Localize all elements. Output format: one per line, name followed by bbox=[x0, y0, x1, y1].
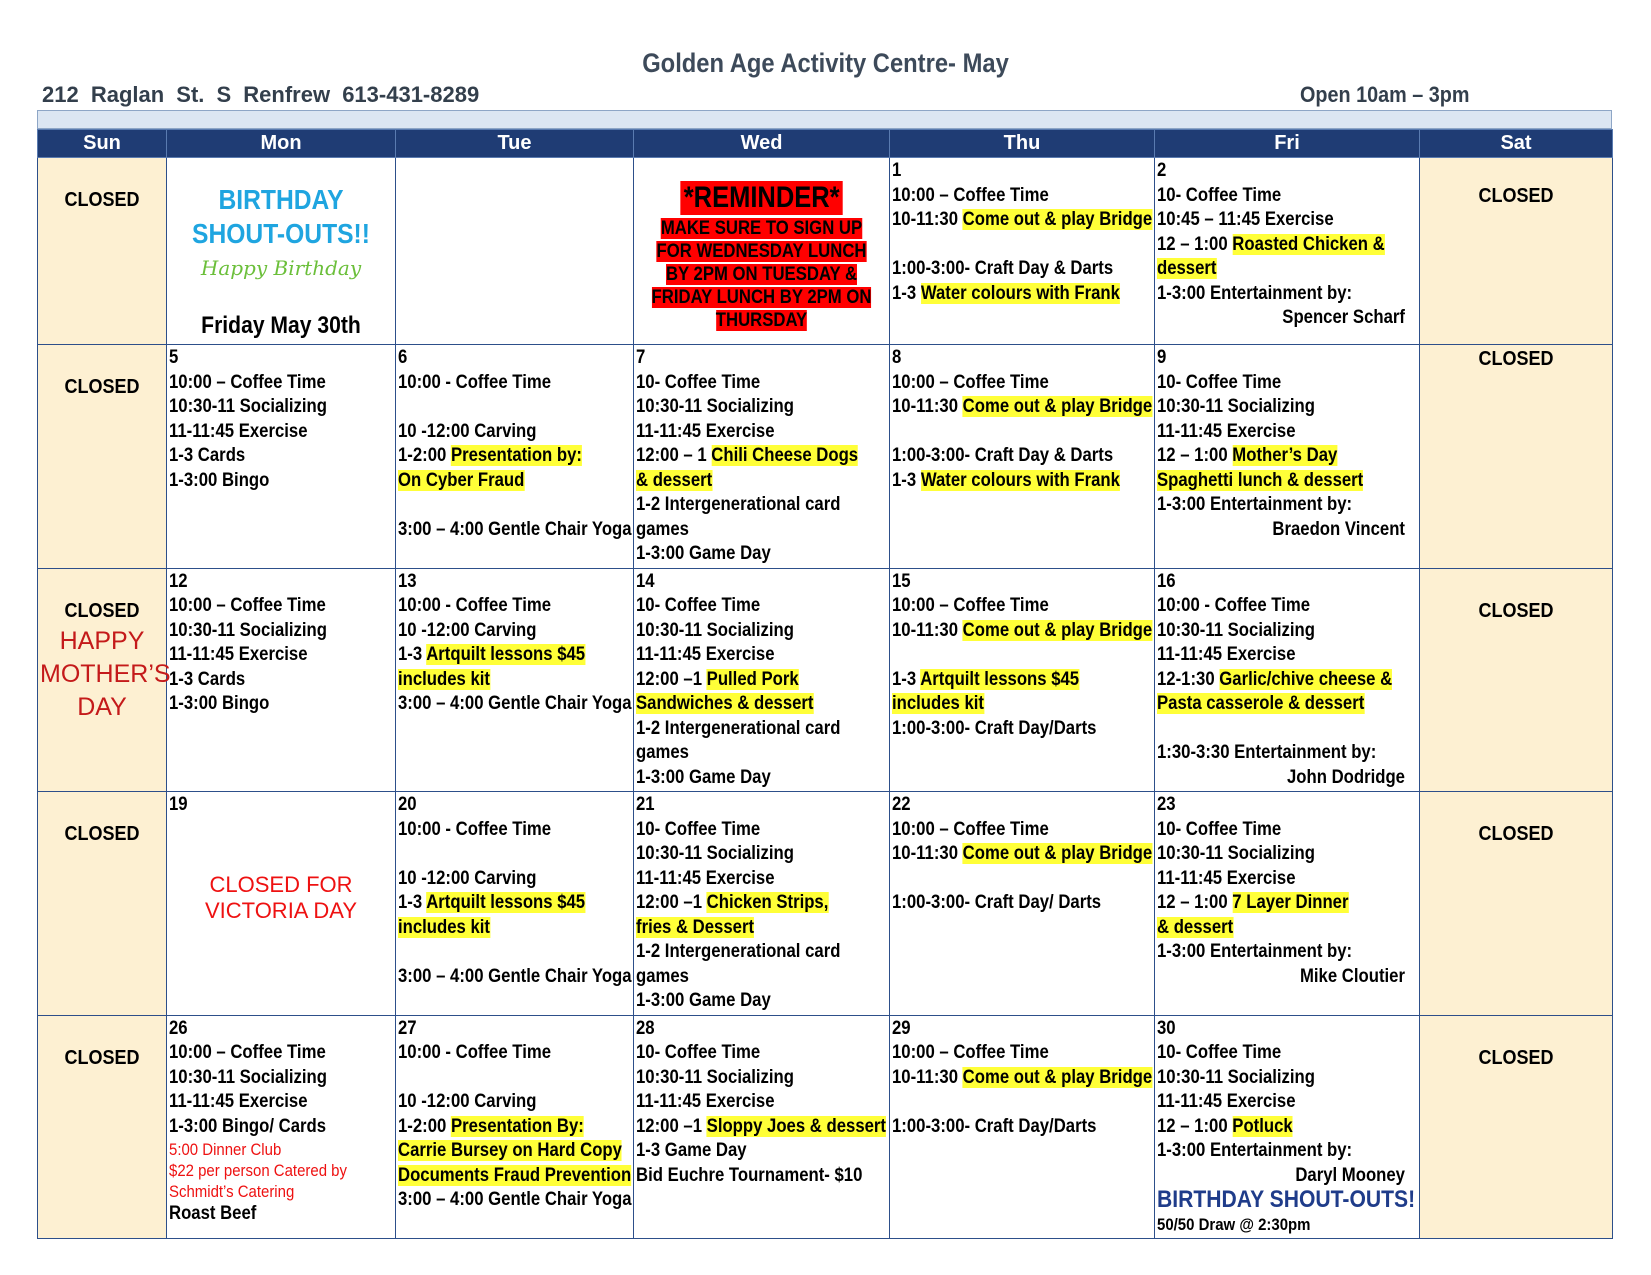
day-schedule bbox=[169, 1017, 392, 1227]
header-thu: Thu bbox=[890, 130, 1155, 158]
reminder-title: *REMINDER* bbox=[680, 181, 843, 215]
day-cell-tue bbox=[396, 345, 634, 569]
closed-label: CLOSED bbox=[1478, 348, 1554, 370]
schedule-line: 10:30-11 Socializing bbox=[636, 843, 794, 864]
schedule-line: 1-3:00 Game Day bbox=[636, 990, 771, 1011]
day-cell-tue bbox=[396, 792, 634, 1016]
day-cell-sat bbox=[1420, 158, 1613, 345]
schedule-line: 1-2 Intergenerational card games bbox=[636, 717, 841, 763]
day-cell-fri bbox=[1155, 345, 1420, 569]
day-number: 28 bbox=[636, 1017, 655, 1039]
schedule-line: 10:00 – Coffee Time bbox=[169, 1042, 326, 1063]
day-cell-tue bbox=[396, 158, 634, 345]
schedule-line: 1:00-3:00- Craft Day/ Darts bbox=[892, 892, 1102, 913]
schedule-line: 1:30-3:30 Entertainment by: bbox=[1157, 742, 1377, 763]
day-schedule bbox=[398, 346, 630, 542]
schedule-line: 10- Coffee Time bbox=[636, 371, 761, 393]
header-mon: Mon bbox=[167, 130, 396, 158]
schedule-line: 1-3:00 Bingo/ Cards bbox=[169, 1115, 327, 1137]
schedule-line: 1-3:00 Bingo bbox=[169, 693, 270, 714]
schedule-line: 10:30-11 Socializing bbox=[1157, 619, 1315, 641]
day-number: 27 bbox=[398, 1017, 417, 1039]
schedule-line: 10:30-11 Socializing bbox=[169, 1066, 327, 1088]
happy-birthday-icon bbox=[200, 253, 362, 305]
day-schedule bbox=[892, 1017, 1151, 1140]
schedule-line: 1:00-3:00- Craft Day & Darts bbox=[892, 445, 1114, 466]
day-cell-mon bbox=[167, 1015, 396, 1239]
day-cell-thu bbox=[890, 158, 1155, 345]
closed-label: CLOSED bbox=[64, 599, 140, 622]
day-cell-thu bbox=[890, 792, 1155, 1016]
day-number: 29 bbox=[892, 1017, 911, 1039]
schedule-line: 1-3 Cards bbox=[169, 668, 246, 690]
schedule-line: 11-11:45 Exercise bbox=[1157, 644, 1296, 665]
schedule-line: 1-3 Cards bbox=[169, 445, 246, 466]
day-cell-mon bbox=[167, 792, 396, 1016]
dinner-club-price: $22 per person Catered by Schmidt’s Catering bbox=[169, 1161, 347, 1201]
schedule-line: 10:00 – Coffee Time bbox=[892, 1042, 1049, 1063]
day-cell-fri bbox=[1155, 1015, 1420, 1239]
schedule-line: 1-3:00 Entertainment by: bbox=[1157, 494, 1353, 515]
day-schedule bbox=[169, 793, 392, 818]
schedule-line: 1-3:00 Game Day bbox=[636, 766, 771, 788]
schedule-line: 10:30-11 Socializing bbox=[636, 619, 794, 641]
schedule-line: 11-11:45 Exercise bbox=[169, 644, 308, 665]
day-schedule bbox=[892, 793, 1151, 916]
schedule-time: 10-11:30 bbox=[892, 843, 963, 864]
day-cell-fri bbox=[1155, 158, 1420, 345]
day-cell-wed bbox=[634, 568, 890, 792]
schedule-time: 1-2:00 bbox=[398, 445, 451, 466]
schedule-time: 12 – 1:00 bbox=[1157, 233, 1233, 255]
day-schedule bbox=[1157, 159, 1416, 331]
closed-label: CLOSED bbox=[64, 376, 140, 398]
schedule-line: 10- Coffee Time bbox=[1157, 184, 1282, 206]
schedule-time: 1-3 bbox=[892, 469, 921, 491]
schedule-time: 1-2:00 bbox=[398, 1115, 451, 1137]
day-cell-sun bbox=[38, 345, 167, 569]
day-number: 15 bbox=[892, 570, 911, 592]
day-schedule bbox=[1157, 1017, 1416, 1238]
header-fri: Fri bbox=[1155, 130, 1420, 158]
closed-label: CLOSED bbox=[64, 1046, 140, 1069]
hours-line: Open 10am – 3pm bbox=[1300, 82, 1470, 107]
day-schedule bbox=[1157, 346, 1416, 542]
day-cell-thu bbox=[890, 568, 1155, 792]
schedule-line: 3:00 – 4:00 Gentle Chair Yoga bbox=[398, 693, 632, 714]
day-schedule bbox=[1157, 570, 1416, 791]
schedule-line: 11-11:45 Exercise bbox=[169, 1091, 308, 1112]
day-cell-thu bbox=[890, 345, 1155, 569]
schedule-line: 1-3:00 Entertainment by: bbox=[1157, 941, 1353, 962]
schedule-line: 1-3:00 Game Day bbox=[636, 543, 771, 564]
calendar-table bbox=[37, 129, 1613, 1239]
schedule-time: 1-3 bbox=[892, 668, 921, 690]
day-schedule bbox=[169, 570, 392, 717]
reminder-box bbox=[636, 181, 887, 332]
day-cell-tue bbox=[396, 568, 634, 792]
day-number: 13 bbox=[398, 570, 417, 592]
day-schedule bbox=[398, 570, 630, 717]
schedule-line: 10- Coffee Time bbox=[1157, 371, 1282, 393]
entertainer-name: Daryl Mooney bbox=[1295, 1164, 1405, 1186]
day-schedule bbox=[892, 570, 1151, 742]
highlight-event: Water colours with Frank bbox=[920, 282, 1120, 304]
closed-label: CLOSED bbox=[64, 823, 140, 845]
schedule-line: Roast Beef bbox=[169, 1203, 257, 1224]
day-number: 7 bbox=[636, 347, 646, 368]
highlight-event: Artquilt lessons $45 includes kit bbox=[892, 668, 1080, 714]
schedule-time: 10-11:30 bbox=[892, 619, 963, 641]
highlight-event: Garlic/chive cheese & Pasta casserole & dessert bbox=[1157, 668, 1393, 714]
day-number: 16 bbox=[1157, 570, 1176, 592]
highlight-event: Artquilt lessons $45 includes kit bbox=[398, 892, 586, 938]
day-number: 5 bbox=[169, 347, 179, 368]
schedule-line: 10:30-11 Socializing bbox=[169, 619, 327, 641]
header-wed: Wed bbox=[634, 130, 890, 158]
happy-birthday-art: Happy Birthday bbox=[200, 256, 362, 280]
day-schedule bbox=[398, 793, 630, 989]
day-number: 22 bbox=[892, 794, 911, 815]
day-number: 19 bbox=[169, 794, 188, 815]
highlight-event: Chili Cheese Dogs & dessert bbox=[636, 445, 859, 491]
schedule-line: 10:00 - Coffee Time bbox=[398, 371, 552, 393]
closed-label: CLOSED bbox=[1478, 1046, 1554, 1069]
schedule-line: 11-11:45 Exercise bbox=[636, 1091, 775, 1112]
schedule-line: 10:30-11 Socializing bbox=[636, 396, 794, 417]
victoria-day-closed: CLOSED FOR VICTORIA DAY bbox=[204, 871, 357, 923]
schedule-line: 1:00-3:00- Craft Day & Darts bbox=[892, 258, 1114, 279]
schedule-line: 10:30-11 Socializing bbox=[1157, 396, 1315, 417]
day-cell-sun bbox=[38, 158, 167, 345]
day-number: 6 bbox=[398, 347, 408, 368]
schedule-line: 10:00 – Coffee Time bbox=[169, 595, 326, 616]
highlight-event: Potluck bbox=[1232, 1115, 1293, 1137]
schedule-line: 10:00 - Coffee Time bbox=[398, 818, 552, 840]
header-band bbox=[37, 110, 1612, 129]
schedule-line: 10:00 - Coffee Time bbox=[398, 595, 552, 616]
highlight-event: Come out & play Bridge bbox=[962, 1066, 1153, 1088]
day-number: 2 bbox=[1157, 160, 1167, 181]
schedule-time: 12 – 1:00 bbox=[1157, 892, 1233, 913]
entertainer-name: Spencer Scharf bbox=[1282, 307, 1405, 328]
highlight-event: Mother’s Day Spaghetti lunch & dessert bbox=[1157, 445, 1364, 491]
schedule-line: 11-11:45 Exercise bbox=[1157, 867, 1296, 889]
day-cell-sat bbox=[1420, 568, 1613, 792]
schedule-time: 12:00 –1 bbox=[636, 668, 707, 690]
day-cell-wed bbox=[634, 1015, 890, 1239]
schedule-time: 12:00 –1 bbox=[636, 1115, 707, 1137]
highlight-event: Chicken Strips, fries & Dessert bbox=[636, 892, 829, 938]
week-row-1 bbox=[38, 158, 1613, 345]
highlight-event: Come out & play Bridge bbox=[962, 619, 1153, 641]
highlight-event: Presentation by: On Cyber Fraud bbox=[398, 445, 582, 491]
day-schedule bbox=[892, 346, 1151, 493]
schedule-time: 12 – 1:00 bbox=[1157, 1115, 1233, 1137]
schedule-line: 10:00 – Coffee Time bbox=[892, 818, 1049, 840]
schedule-line: 10 -12:00 Carving bbox=[398, 867, 537, 889]
day-schedule bbox=[636, 793, 886, 1014]
day-schedule bbox=[636, 346, 886, 567]
happy-birthday-graphic bbox=[169, 253, 393, 310]
schedule-line: 10:00 – Coffee Time bbox=[169, 371, 326, 393]
schedule-time: 10-11:30 bbox=[892, 1066, 963, 1088]
highlight-event: 7 Layer Dinner & dessert bbox=[1157, 892, 1349, 938]
schedule-line: 11-11:45 Exercise bbox=[169, 420, 308, 442]
schedule-line: 10:30-11 Socializing bbox=[1157, 843, 1315, 864]
schedule-time: 12-1:30 bbox=[1157, 668, 1220, 690]
day-number: 30 bbox=[1157, 1017, 1176, 1039]
schedule-time: 12:00 – 1 bbox=[636, 445, 712, 466]
day-number: 21 bbox=[636, 794, 655, 815]
closed-label: CLOSED bbox=[1478, 185, 1554, 207]
day-number: 8 bbox=[892, 347, 902, 368]
day-cell-tue bbox=[396, 1015, 634, 1239]
day-cell-wed bbox=[634, 345, 890, 569]
highlight-event: Come out & play Bridge bbox=[962, 843, 1153, 864]
highlight-event: Artquilt lessons $45 includes kit bbox=[398, 644, 586, 690]
weekday-header-row bbox=[38, 130, 1613, 158]
schedule-line: 11-11:45 Exercise bbox=[636, 867, 775, 889]
day-schedule bbox=[1157, 793, 1416, 989]
week-row-5 bbox=[38, 1015, 1613, 1239]
header-sat: Sat bbox=[1420, 130, 1613, 158]
highlight-event: Presentation By: Carrie Bursey on Hard Copy Documents Fraud Prevention bbox=[398, 1115, 632, 1186]
schedule-line: 10- Coffee Time bbox=[1157, 818, 1282, 840]
day-number: 14 bbox=[636, 570, 655, 592]
birthday-shoutouts: BIRTHDAY SHOUT-OUTS! bbox=[1157, 1186, 1416, 1213]
day-cell-mon bbox=[167, 158, 396, 345]
schedule-line: 10:00 - Coffee Time bbox=[1157, 595, 1311, 616]
week-row-4 bbox=[38, 792, 1613, 1016]
dinner-club: 5:00 Dinner Club bbox=[169, 1140, 282, 1159]
day-cell-mon bbox=[167, 345, 396, 569]
day-cell-sun bbox=[38, 792, 167, 1016]
day-cell-sun bbox=[38, 1015, 167, 1239]
schedule-line: 1-3:00 Entertainment by: bbox=[1157, 282, 1353, 304]
day-cell-sat bbox=[1420, 345, 1613, 569]
schedule-line: 10:45 – 11:45 Exercise bbox=[1157, 209, 1334, 230]
mothers-day-label: HAPPY MOTHER’S DAY bbox=[40, 626, 171, 721]
birthday-shoutouts: BIRTHDAY SHOUT-OUTS!! bbox=[192, 184, 370, 249]
schedule-line: 10 -12:00 Carving bbox=[398, 420, 537, 442]
schedule-time: 12:00 –1 bbox=[636, 892, 707, 913]
schedule-time: 10-11:30 bbox=[892, 396, 963, 417]
draw-line: 50/50 Draw @ 2:30pm bbox=[1157, 1214, 1311, 1234]
schedule-line: 10:00 – Coffee Time bbox=[892, 184, 1049, 206]
schedule-line: 1:00-3:00- Craft Day/Darts bbox=[892, 717, 1097, 739]
day-cell-sat bbox=[1420, 792, 1613, 1016]
schedule-line: 10- Coffee Time bbox=[1157, 1042, 1282, 1063]
day-cell-wed bbox=[634, 158, 890, 345]
highlight-event: Roasted Chicken & dessert bbox=[1157, 233, 1385, 279]
entertainer-name: John Dodridge bbox=[1287, 766, 1405, 788]
schedule-line: 3:00 – 4:00 Gentle Chair Yoga bbox=[398, 965, 632, 987]
page-title: Golden Age Activity Centre- May bbox=[642, 48, 1009, 78]
reminder-text: MAKE SURE TO SIGN UP FOR WEDNESDAY LUNCH BY 2PM ON TUESDAY & FRIDAY LUNCH BY 2PM ON THURSDAY bbox=[651, 218, 872, 331]
day-cell-sat bbox=[1420, 1015, 1613, 1239]
highlight-event: Pulled Pork Sandwiches & dessert bbox=[636, 668, 814, 714]
schedule-line: 10:30-11 Socializing bbox=[169, 396, 327, 417]
schedule-line: 11-11:45 Exercise bbox=[1157, 1091, 1296, 1112]
highlight-event: Come out & play Bridge bbox=[962, 396, 1153, 417]
day-cell-fri bbox=[1155, 568, 1420, 792]
schedule-line: 11-11:45 Exercise bbox=[636, 644, 775, 665]
highlight-event: Come out & play Bridge bbox=[962, 209, 1153, 230]
schedule-time: 12 – 1:00 bbox=[1157, 445, 1233, 466]
schedule-line: 10- Coffee Time bbox=[636, 818, 761, 840]
day-schedule bbox=[636, 570, 886, 791]
schedule-line: 11-11:45 Exercise bbox=[636, 420, 775, 442]
schedule-line: 3:00 – 4:00 Gentle Chair Yoga bbox=[398, 1189, 632, 1210]
schedule-line: 10:00 – Coffee Time bbox=[892, 371, 1049, 393]
day-number: 12 bbox=[169, 570, 188, 592]
day-cell-sun bbox=[38, 568, 171, 792]
schedule-line: 1-2 Intergenerational card games bbox=[636, 494, 841, 540]
schedule-time: 1-3 bbox=[892, 282, 921, 304]
address-line: 212 Raglan St. S Renfrew 613-431-8289 bbox=[42, 82, 480, 107]
schedule-time: 1-3 bbox=[398, 892, 427, 913]
day-number: 9 bbox=[1157, 347, 1167, 368]
day-number: 23 bbox=[1157, 794, 1176, 815]
schedule-line: 10:00 – Coffee Time bbox=[892, 595, 1049, 616]
schedule-line: 10 -12:00 Carving bbox=[398, 619, 537, 641]
entertainer-name: Mike Cloutier bbox=[1299, 965, 1405, 987]
schedule-line: 11-11:45 Exercise bbox=[1157, 420, 1296, 442]
day-number: 1 bbox=[892, 160, 902, 181]
schedule-line: 10:00 - Coffee Time bbox=[398, 1042, 552, 1063]
schedule-line: 10 -12:00 Carving bbox=[398, 1091, 537, 1112]
schedule-line: 3:00 – 4:00 Gentle Chair Yoga bbox=[398, 518, 632, 540]
day-cell-fri bbox=[1155, 792, 1420, 1016]
day-schedule bbox=[892, 159, 1151, 306]
week-row-3 bbox=[38, 568, 1613, 792]
header-tue: Tue bbox=[396, 130, 634, 158]
schedule-line: 1-3:00 Entertainment by: bbox=[1157, 1140, 1353, 1161]
schedule-line: 10:30-11 Socializing bbox=[1157, 1066, 1315, 1088]
day-cell-wed bbox=[634, 792, 890, 1016]
schedule-time: 10-11:30 bbox=[892, 209, 963, 230]
closed-label: CLOSED bbox=[1478, 823, 1554, 845]
day-schedule bbox=[169, 346, 392, 493]
highlight-event: Sloppy Joes & dessert bbox=[706, 1115, 887, 1137]
day-schedule bbox=[636, 1017, 886, 1189]
schedule-line: 10- Coffee Time bbox=[636, 595, 761, 616]
closed-label: CLOSED bbox=[64, 189, 140, 211]
week-row-2 bbox=[38, 345, 1613, 569]
day-schedule bbox=[398, 1017, 630, 1213]
closed-label: CLOSED bbox=[1478, 599, 1554, 622]
schedule-line: 1-2 Intergenerational card games bbox=[636, 941, 841, 987]
schedule-line: 1-3 Game Day bbox=[636, 1140, 747, 1161]
entertainer-name: Braedon Vincent bbox=[1272, 518, 1405, 540]
day-cell-mon bbox=[167, 568, 396, 792]
schedule-line: 10:30-11 Socializing bbox=[636, 1066, 794, 1088]
schedule-time: 1-3 bbox=[398, 644, 427, 665]
highlight-event: Water colours with Frank bbox=[920, 469, 1120, 491]
header-sun: Sun bbox=[38, 130, 167, 158]
birthday-date: Friday May 30th bbox=[201, 312, 361, 339]
schedule-line: 10- Coffee Time bbox=[636, 1042, 761, 1063]
schedule-line: Bid Euchre Tournament- $10 bbox=[636, 1164, 863, 1186]
day-number: 26 bbox=[169, 1017, 188, 1039]
schedule-line: 1:00-3:00- Craft Day/Darts bbox=[892, 1115, 1097, 1137]
schedule-line: 1-3:00 Bingo bbox=[169, 469, 270, 491]
day-cell-thu bbox=[890, 1015, 1155, 1239]
day-number: 20 bbox=[398, 794, 417, 815]
